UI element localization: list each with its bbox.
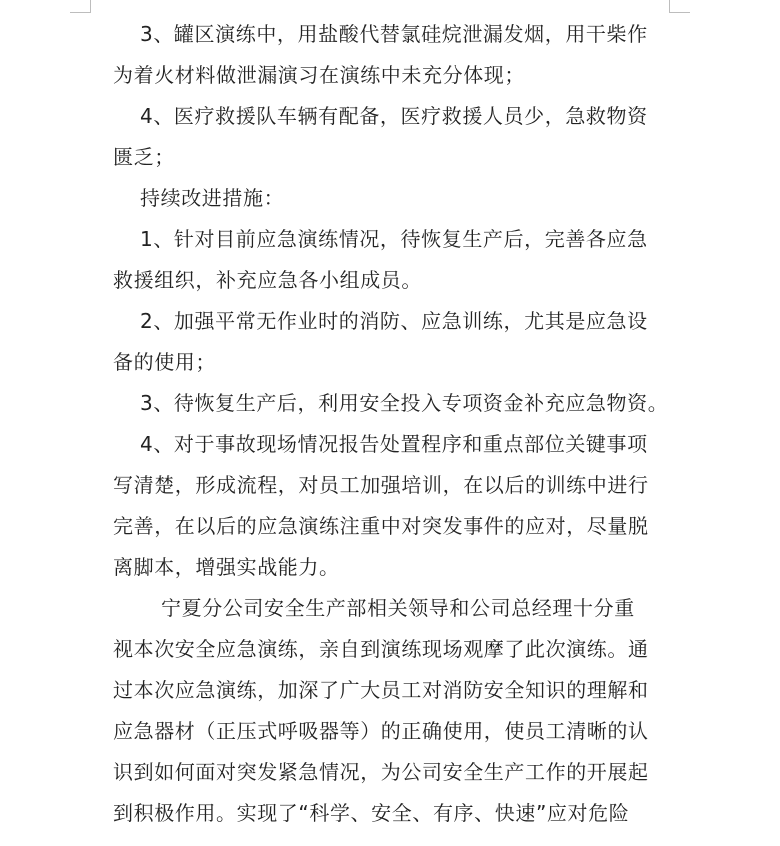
text-line: 3、罐区演练中，用盐酸代替氯硅烷泄漏发烟，用干柴作 xyxy=(140,22,648,46)
section-heading: 持续改进措施： xyxy=(140,186,285,210)
paragraph-summary xyxy=(113,588,673,834)
text-line: 离脚本，增强实战能力。 xyxy=(113,555,340,579)
text-line: 备的使用； xyxy=(113,350,216,374)
text-line: 1、针对目前应急演练情况，待恢复生产后，完善各应急 xyxy=(140,227,648,251)
text-line: 识到如何面对突发紧急情况，为公司安全生产工作的开展起 xyxy=(113,760,649,784)
text-line: 写清楚，形成流程，对员工加强培训，在以后的训练中进行 xyxy=(113,473,649,497)
text-line: 2、加强平常无作业时的消防、应急训练，尤其是应急设 xyxy=(140,309,648,333)
text-line: 3、待恢复生产后，利用安全投入专项资金补充应急物资。 xyxy=(140,391,669,415)
text-line: 4、医疗救援队车辆有配备，医疗救援人员少，急救物资 xyxy=(140,104,648,128)
paragraph-measure-2 xyxy=(113,301,673,383)
text-line: 宁夏分公司安全生产部相关领导和公司总经理十分重 xyxy=(161,596,635,620)
text-line: 到积极作用。实现了“科学、安全、有序、快速”应对危险 xyxy=(113,801,630,825)
paragraph-item-4-medical-issue xyxy=(113,96,673,178)
text-line: 为着火材料做泄漏演习在演练中未充分体现； xyxy=(113,63,525,87)
text-line: 救援组织，补充应急各小组成员。 xyxy=(113,268,422,292)
margin-corner-mark-right xyxy=(669,0,690,13)
paragraph-measure-3 xyxy=(113,383,673,424)
text-line: 完善，在以后的应急演练注重中对突发事件的应对，尽量脱 xyxy=(113,514,649,538)
paragraph-improvement-heading xyxy=(113,178,673,219)
paragraph-item-3-drill-issue xyxy=(113,14,673,96)
paragraph-measure-4 xyxy=(113,424,673,588)
text-line: 匮乏； xyxy=(113,145,175,169)
document-body[interactable] xyxy=(113,14,673,834)
text-line: 应急器材（正压式呼吸器等）的正确使用，使员工清晰的认 xyxy=(113,719,649,743)
text-line: 视本次安全应急演练，亲自到演练现场观摩了此次演练。通 xyxy=(113,637,649,661)
paragraph-measure-1 xyxy=(113,219,673,301)
text-line: 过本次应急演练，加深了广大员工对消防安全知识的理解和 xyxy=(113,678,649,702)
margin-corner-mark-left xyxy=(70,0,91,13)
text-line: 4、对于事故现场情况报告处置程序和重点部位关键事项 xyxy=(140,432,648,456)
